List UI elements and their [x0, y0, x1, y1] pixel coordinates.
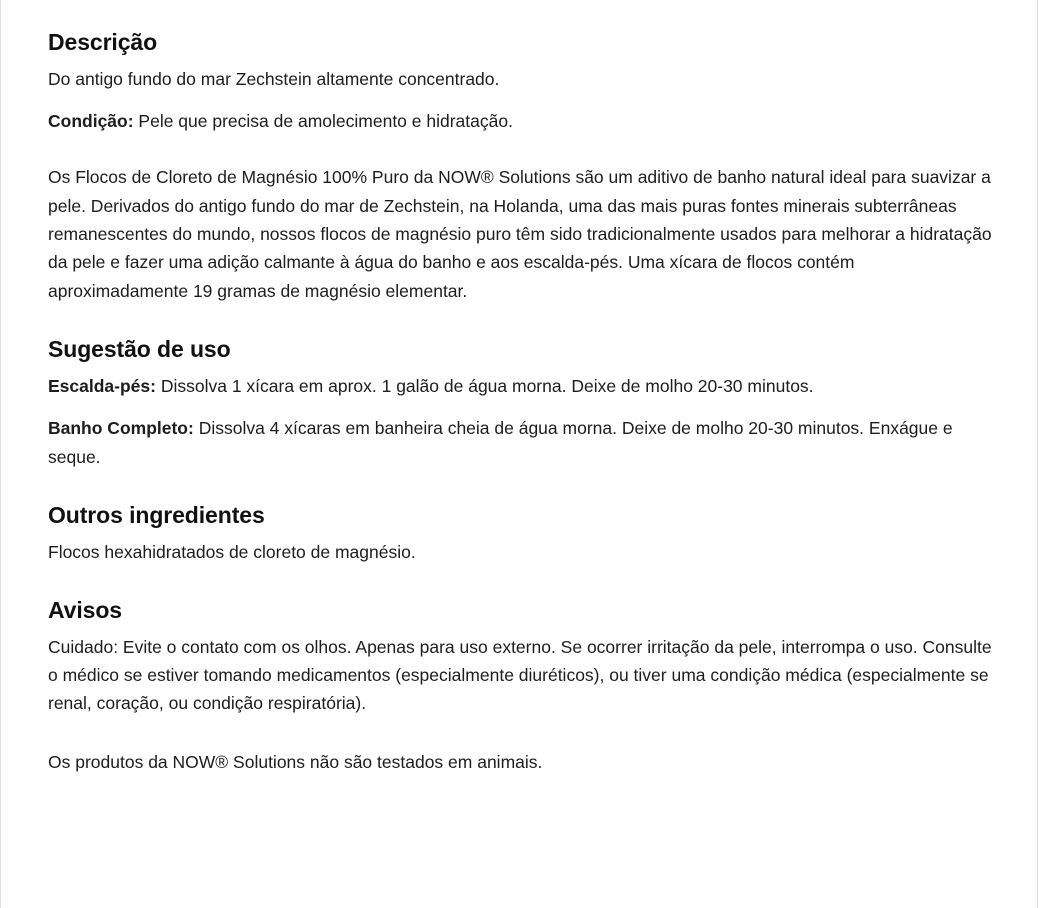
paragraph [48, 633, 994, 718]
section-sugestao-de-uso [48, 335, 994, 471]
section-heading-sugestao-de-uso: Sugestão de uso [48, 336, 231, 363]
paragraph [48, 372, 994, 400]
paragraph-text: Os Flocos de Cloreto de Magnésio 100% Puro da NOW® Solutions são um aditivo de banho natural ideal para suavizar a pele. Derivados do antigo fundo do mar de Zechstein, na Holanda, uma das mais puras fontes minerais subterrâneas remanescentes do mundo, nossos flocos de magnésio puro têm sido tradicionalmente usados para melhorar a hidratação da pele e fazer uma adição calmante à água do banho e aos escalda-pés. Uma xícara de flocos contém aproximadamente 19 gramas de magnésio elementar. [48, 167, 992, 301]
paragraph [48, 538, 994, 566]
section-avisos [48, 596, 994, 776]
paragraph-text: Dissolva 1 xícara em aprox. 1 galão de água morna. Deixe de molho 20-30 minutos. [155, 375, 814, 396]
paragraph-lead-in: Condição: [48, 111, 134, 132]
paragraph [48, 163, 994, 305]
paragraph [48, 748, 994, 776]
paragraph-lead-in: Banho Completo: [48, 418, 194, 439]
paragraph [48, 107, 994, 135]
page-left-border [0, 0, 1, 908]
section-descricao [48, 28, 994, 305]
paragraph-lead-in: Escalda-pés: [48, 375, 156, 396]
paragraph-text: Flocos hexahidratados de cloreto de magnésio. [48, 541, 416, 562]
section-heading-outros-ingredientes: Outros ingredientes [48, 501, 265, 528]
section-outros-ingredientes [48, 501, 994, 566]
paragraph [48, 65, 994, 93]
section-heading-avisos: Avisos [48, 597, 122, 624]
paragraph-text: Dissolva 4 xícaras em banheira cheia de água morna. Deixe de molho 20-30 minutos. Enxágue e seque. [48, 418, 953, 467]
paragraph-text: Os produtos da NOW® Solutions não são testados em animais. [48, 751, 543, 772]
section-heading-descricao: Descrição [48, 29, 158, 55]
paragraph-text: Cuidado: Evite o contato com os olhos. Apenas para uso externo. Se ocorrer irritação da pele, interrompa o uso. Consulte o médico se estiver tomando medicamentos (especialmente diuréticos), ou tiver uma condição médica (especialmente se renal, coração, ou condição respiratória). [48, 636, 992, 714]
paragraph-spacer [48, 734, 994, 748]
paragraph-spacer [48, 149, 994, 163]
paragraph-text: Pele que precisa de amolecimento e hidratação. [133, 111, 513, 132]
paragraph-text: Do antigo fundo do mar Zechstein altamente concentrado. [48, 68, 500, 89]
paragraph [48, 414, 994, 471]
